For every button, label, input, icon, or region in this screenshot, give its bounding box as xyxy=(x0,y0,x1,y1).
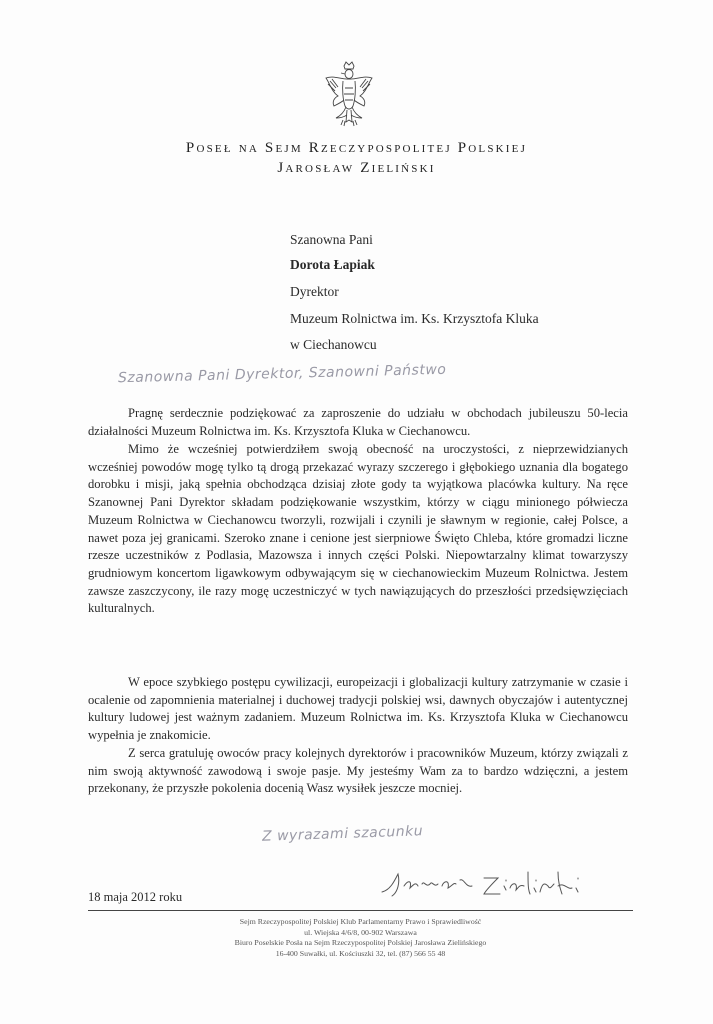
letter-paragraph xyxy=(88,405,628,440)
letter-footer xyxy=(88,917,633,959)
addressee-greeting: Szanowna Pani xyxy=(290,232,373,247)
sender-title: Poseł na Sejm Rzeczypospolitej Polskiej xyxy=(185,140,528,156)
letter-date: 18 maja 2012 roku xyxy=(88,890,183,904)
paragraph-text: Pragnę serdecznie podziękować za zaproszenie do udziału w obchodach jubileuszu 50-lecia działalności Muzeum Rolnictwa im. Ks. Krzysztofa Kluka w Ciechanowcu. xyxy=(88,406,628,438)
addressee-position: Dyrektor xyxy=(290,284,339,299)
addressee-location: w Ciechanowcu xyxy=(290,337,377,352)
handwritten-salutation: Szanowna Pani Dyrektor, Szanowni Państwo xyxy=(117,361,447,387)
footer-line: Biuro Poselskie Posła na Sejm Rzeczypospolitej Polskiej Jarosława Zielińskiego xyxy=(234,938,487,947)
footer-line: 16-400 Suwałki, ul. Kościuszki 32, tel. (87) 566 55 48 xyxy=(275,948,446,958)
footer-line: Sejm Rzeczypospolitej Polskiej Klub Parlamentarny Prawo i Sprawiedliwość xyxy=(239,917,482,926)
letter-paragraph xyxy=(88,745,628,798)
paragraph-text: Z serca gratuluję owoców pracy kolejnych dyrektorów i pracowników Muzeum, którzy związali z nim swoją aktywność zawodową i swoje pasje. My jesteśmy Wam za to bardzo wdzięczni, a jestem przekonany, że przyszłe pokolenia docenią Wasz wysiłek jeszcze mocniej. xyxy=(88,746,628,796)
addressee-institution: Muzeum Rolnictwa im. Ks. Krzysztofa Kluka xyxy=(290,311,539,326)
handwritten-closing: Z wyrazami szacunku xyxy=(261,823,424,845)
letter-paragraph xyxy=(88,674,628,745)
addressee-name: Dorota Łapiak xyxy=(290,257,375,272)
letter-paragraph xyxy=(88,441,628,618)
paragraph-text: W epoce szybkiego postępu cywilizacji, europeizacji i globalizacji kultury zatrzymanie w czasie i ocalenie od zapomnienia materialnej i duchowej tradycji polskiej wsi, dawnych obyczajów i autentycznej kultury ludowej jest ważnym zadaniem. Muzeum Rolnictwa im. Ks. Krzysztofa Kluka w Ciechanowcu wypełnia je znakomicie. xyxy=(88,675,628,743)
footer-divider xyxy=(88,910,633,911)
handwritten-signature xyxy=(380,868,620,898)
polish-eagle-emblem-icon xyxy=(322,60,376,128)
footer-line: ul. Wiejska 4/6/8, 00-902 Warszawa xyxy=(304,927,417,937)
sender-name: Jarosław Zieliński xyxy=(277,160,436,176)
paragraph-text: Mimo że wcześniej potwierdziłem swoją obecność na uroczystości, z nieprzewidzianych wcześniej powodów mogę tylko tą drogą przekazać wyrazy szczerego i głębokiego uznania dla bogatego dorobku i misji, jaką spełnia obchodząca dzisiaj złote gody ta wyjątkowa placówka kultury. Na ręce Szanownej Pani Dyrektor składam podziękowanie wszystkim, którzy w ciągu minionego półwiecza Muzeum Rolnictwa w Ciechanowcu tworzyli, rozwijali i czynili je sławnym w regionie, całej Polsce, a nawet poza jej granicami. Szeroko znane i cenione jest sierpniowe Święto Chleba, które gromadzi liczne rzesze uczestników z Podlasia, Mazowsza i innych części Polski. Niepowtarzalny klimat towarzyszy grudniowym koncertom ligawkowym odbywającym się w ciechanowieckim Muzeum Rolnictwa. Jestem zawsze zaszczycony, ile razy mogę uczestniczyć w tych nawiązujących do przeszłości przedsięwzięciach kulturalnych. xyxy=(88,442,628,616)
